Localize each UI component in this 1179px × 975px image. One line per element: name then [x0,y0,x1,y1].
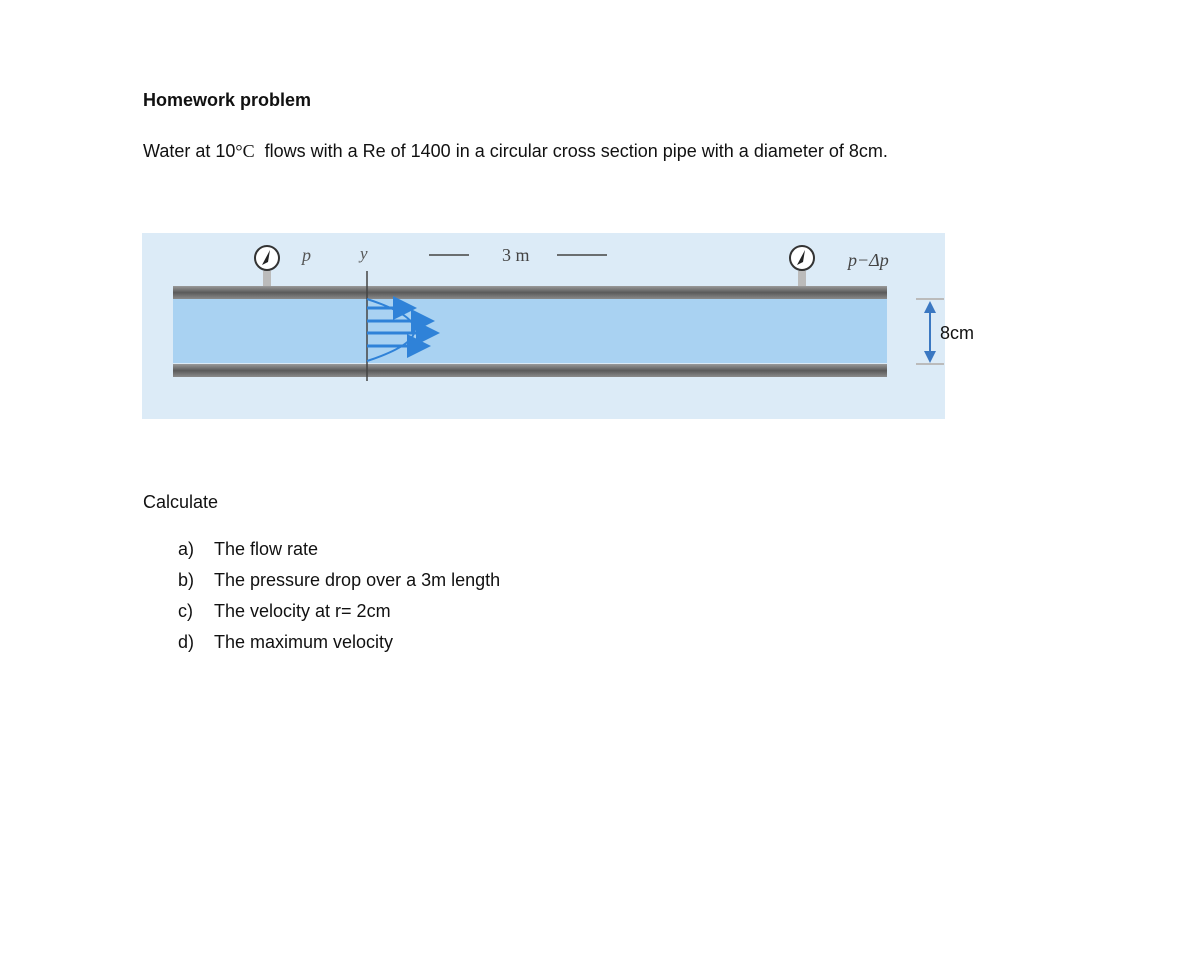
question-list [178,539,500,663]
item-text: The flow rate [214,539,319,559]
label-y: y [360,244,368,263]
page-title: Homework problem [143,90,312,110]
list-item [178,539,500,570]
item-text: The pressure drop over a 3m length [214,570,501,590]
temperature-unit: °C [235,141,255,161]
problem-statement [143,141,888,162]
label-p: p [302,245,311,265]
item-marker: a) [178,539,195,559]
pipe-top-wall [173,286,887,299]
diameter-label: 8cm [940,323,975,343]
calculate-heading: Calculate [143,492,219,512]
list-item [178,570,500,601]
intro-text-after: flows with a Re of 1400 in a circular cross section pipe with a diameter of 8cm. [254,141,888,161]
label-length: 3 m [502,245,530,265]
item-text: The velocity at r= 2cm [214,601,391,621]
list-item [178,601,500,632]
item-marker: c) [178,601,193,621]
pipe-bottom-wall [173,364,887,377]
item-text: The maximum velocity [214,632,394,652]
pipe-flow-diagram [142,233,945,419]
label-p-minus-dp: p−Δp [848,250,889,270]
item-marker: d) [178,632,195,652]
water-channel [173,296,887,363]
list-item [178,632,500,663]
intro-text-before: Water at 10 [143,141,236,161]
item-marker: b) [178,570,195,590]
